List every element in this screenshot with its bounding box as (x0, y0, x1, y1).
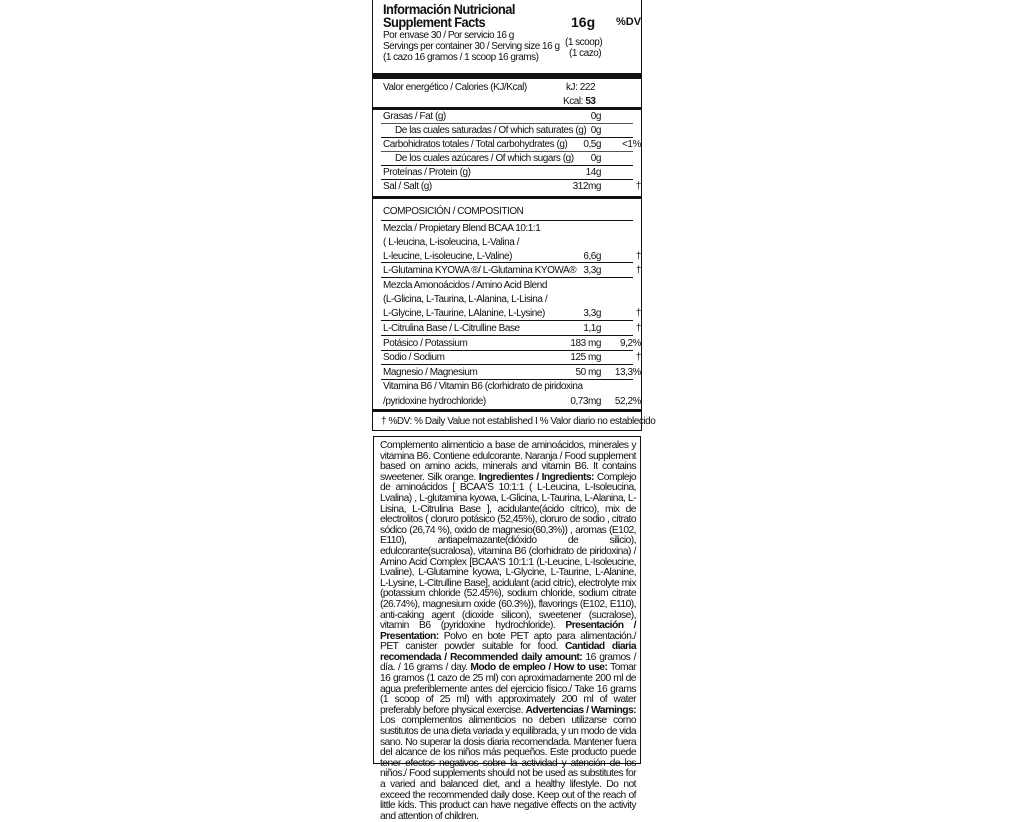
magnesium-dv: 13,3% (614, 367, 641, 378)
nutrient-fat-value: 0g (590, 111, 601, 122)
divider (381, 379, 633, 380)
amount-column-header: 16g (571, 14, 596, 30)
nutrient-carbs-dv: <1% (622, 139, 641, 150)
kcal-label: Kcal: (563, 96, 586, 107)
scoop-note: (1 scoop) (565, 37, 603, 48)
citrulline-dv: † (635, 323, 641, 334)
blend-dv: † (635, 251, 641, 262)
warnings-heading: Advertencias / Warnings: (525, 704, 636, 716)
cazo-note: (1 cazo) (569, 48, 602, 59)
nutrient-salt-dv: † (635, 181, 641, 192)
amino-dv: † (635, 308, 641, 319)
nutrient-sugars-label: De los cuales azúcares / Of which sugars (g) (395, 153, 574, 164)
product-description: Complemento alimenticio a base de aminoácidos, minerales y vitamina B6. Contiene edulcorante. Naranja / Food supplement based on amino acids, minerals and vitamin B6. It contains sweetener. Silk orange. (380, 440, 636, 483)
energy-label: Valor energético / Calories (KJ/Kcal) (383, 82, 527, 93)
amino-label-line3: L-Glycine, L-Taurine, LAlanine, L-Lysine) (383, 308, 545, 319)
nutrient-salt-value: 312mg (572, 181, 601, 192)
potassium-value: 183 mg (570, 338, 601, 349)
ingredients-panel (373, 436, 641, 822)
dv-column-header: %DV (616, 16, 642, 28)
blend-value: 6,6g (583, 251, 601, 262)
sodium-label: Sodio / Sodium (383, 352, 445, 363)
supplement-facts-panel (372, 0, 656, 431)
divider (381, 137, 633, 138)
nutrient-saturates-value: 0g (590, 125, 601, 136)
blend-label-line2: ( L-leucina, L-isoleucina, L-Valina / (383, 237, 520, 248)
dv-footnote: † %DV: % Daily Value not established I % Valor diario no establecido (381, 416, 656, 427)
energy-kj: kJ: 222 (566, 82, 596, 93)
divider (381, 220, 633, 221)
warnings-text: Los complementos alimenticios no deben utilizarse como sustitutos de una dieta variada y equilibrada, y un modo de vida sano. No superar la dosis diaria recomendada. Mantener fuera del alcance de los niños más pequeños. Este producto puede tener efectos negativos sobre la actividad y atención de los niños./ Food supplements should not be used as substitutes for a varied and balanced diet, and a healthy lifestyle. Do not exceed the recommended daily dose. Keep out of the reach of little kids. This product can have negative effects on the activity and attention of children. (380, 715, 636, 822)
divider (381, 350, 633, 351)
ingredients-text (380, 441, 636, 822)
magnesium-value: 50 mg (575, 367, 601, 378)
amino-label-line1: Mezcla Amonoácidos / Amino Acid Blend (383, 280, 548, 291)
presentation-text: Polvo en bote PET apto para alimentación./ PET canister powder suitable for food. (380, 630, 636, 653)
amino-label-line2: (L-Glicina, L-Taurina, L-Alanina, L-Lisina / (383, 294, 548, 305)
glutamine-dv: † (635, 265, 641, 276)
daily-amount-text: 16 gramos / día. / 16 grams / day. (380, 651, 636, 674)
divider (381, 179, 633, 180)
amino-value: 3,3g (583, 308, 601, 319)
title-english: Supplement Facts (383, 14, 486, 30)
ingredients-list: Complejo de aminoácidos [ BCAA'S 10:1:1 ( L-Leucina, L-Isoleucina, Lvalina) , L-glutamina kyowa, L-Glicina, L-Taurina, L-Alanina, L-Lisina, L-Citrulina Base ], acidulante(ácido cítrico), mix de electrolitos ( cloruro potásico (52,45%), cloruro de sodio , citrato sódico (26,74 %), oxido de magnesio(60,3%)) , aromas (E102, E110), antiapelmazante(dióxido de silicio), edulcorante(sucralosa), vitamina B6 (clorhidrato de piridoxina) / Amino Acid Complex [BCAA'S 10:1:1 (L-Leucine, L-Isoleucine, Lvaline), L-Glutamine kyowa, L-Glycine, L-Taurine, L-Alanine, L-Lysine, L-Citrulline Base], acidulant (acid citric), electrolyte mix (potassium chloride (52.45%), sodium chloride, sodium citrate (26.74%), magnesium oxide (60.3%)), flavorings (E102, E110), anti-caking agent (dioxide silicon), sweetener (sucralose), vitamin B6 (pyridoxine hydrochloride). (380, 471, 636, 632)
facts-header (373, 0, 641, 79)
servings-line-1: Por envase 30 / Por servicio 16 g (383, 30, 514, 41)
nutrient-carbs-label: Carbohidratos totales / Total carbohydrates (g) (383, 139, 568, 150)
vitamin-b6-label-line2: /pyridoxine hydrochloride) (383, 396, 486, 407)
nutrient-salt-label: Sal / Salt (g) (383, 181, 432, 192)
title-spanish: Información Nutricional (383, 1, 515, 17)
glutamine-value: 3,3g (583, 265, 601, 276)
servings-line-3: (1 cazo 16 gramos / 1 scoop 16 grams) (383, 52, 539, 63)
divider (373, 107, 641, 110)
sodium-dv: † (635, 352, 641, 363)
blend-label-line3: L-leucine, L-isoleucine, L-Valine) (383, 251, 513, 262)
potassium-label: Potásico / Potassium (383, 338, 468, 349)
servings-line-2: Servings per container 30 / Serving size 16 g (383, 41, 560, 52)
nutrient-sugars-value: 0g (590, 153, 601, 164)
ingredients-heading: Ingredientes / Ingredients: (478, 471, 594, 483)
blend-label-line1: Mezcla / Propietary Blend BCAA 10:1:1 (383, 223, 541, 234)
glutamine-label: L-Glutamina KYOWA ®/ L-Glutamina KYOWA® (383, 265, 577, 276)
vitamin-b6-dv: 52,2% (614, 396, 641, 407)
divider (381, 165, 633, 166)
nutrient-protein-value: 14g (585, 167, 601, 178)
citrulline-label: L-Citrulina Base / L-Citrulline Base (383, 323, 520, 334)
nutrient-saturates-label: De las cuales saturadas / Of which saturates (g) (395, 125, 587, 136)
how-to-use-text: Tomar 16 gramos (1 cazo de 25 ml) con aproximadamente 200 ml de agua preferiblemente antes del ejercicio físico./ Take 16 grams (1 scoop of 25 ml) with approximately 200 ml of water preferably before physical exercise. (380, 662, 637, 716)
divider (373, 409, 641, 412)
divider (381, 364, 633, 365)
divider (381, 335, 633, 336)
divider (381, 123, 633, 124)
how-to-use-heading: Modo de empleo / How to use: (470, 662, 608, 674)
composition-heading: COMPOSICIÓN / COMPOSITION (383, 206, 524, 217)
divider (373, 196, 641, 199)
divider (381, 151, 633, 152)
vitamin-b6-label-line1: Vitamina B6 / Vitamin B6 (clorhidrato de piridoxina (383, 381, 583, 392)
divider (381, 277, 633, 278)
nutrient-protein-label: Proteínas / Protein (g) (383, 167, 471, 178)
divider (381, 262, 633, 263)
magnesium-label: Magnesio / Magnesium (383, 367, 478, 378)
citrulline-value: 1,1g (583, 323, 601, 334)
nutrient-carbs-value: 0,5g (583, 139, 601, 150)
kcal-value: 53 (585, 96, 596, 107)
nutrient-fat-label: Grasas / Fat (g) (383, 111, 446, 122)
potassium-dv: 9,2% (620, 338, 641, 349)
presentation-heading: Presentación / Presentation: (380, 620, 636, 642)
daily-amount-heading: Cantidad diaria recomendada / Recommended daily amount: (380, 641, 636, 663)
vitamin-b6-value: 0,73mg (570, 396, 601, 407)
divider (381, 320, 633, 321)
sodium-value: 125 mg (570, 352, 601, 363)
